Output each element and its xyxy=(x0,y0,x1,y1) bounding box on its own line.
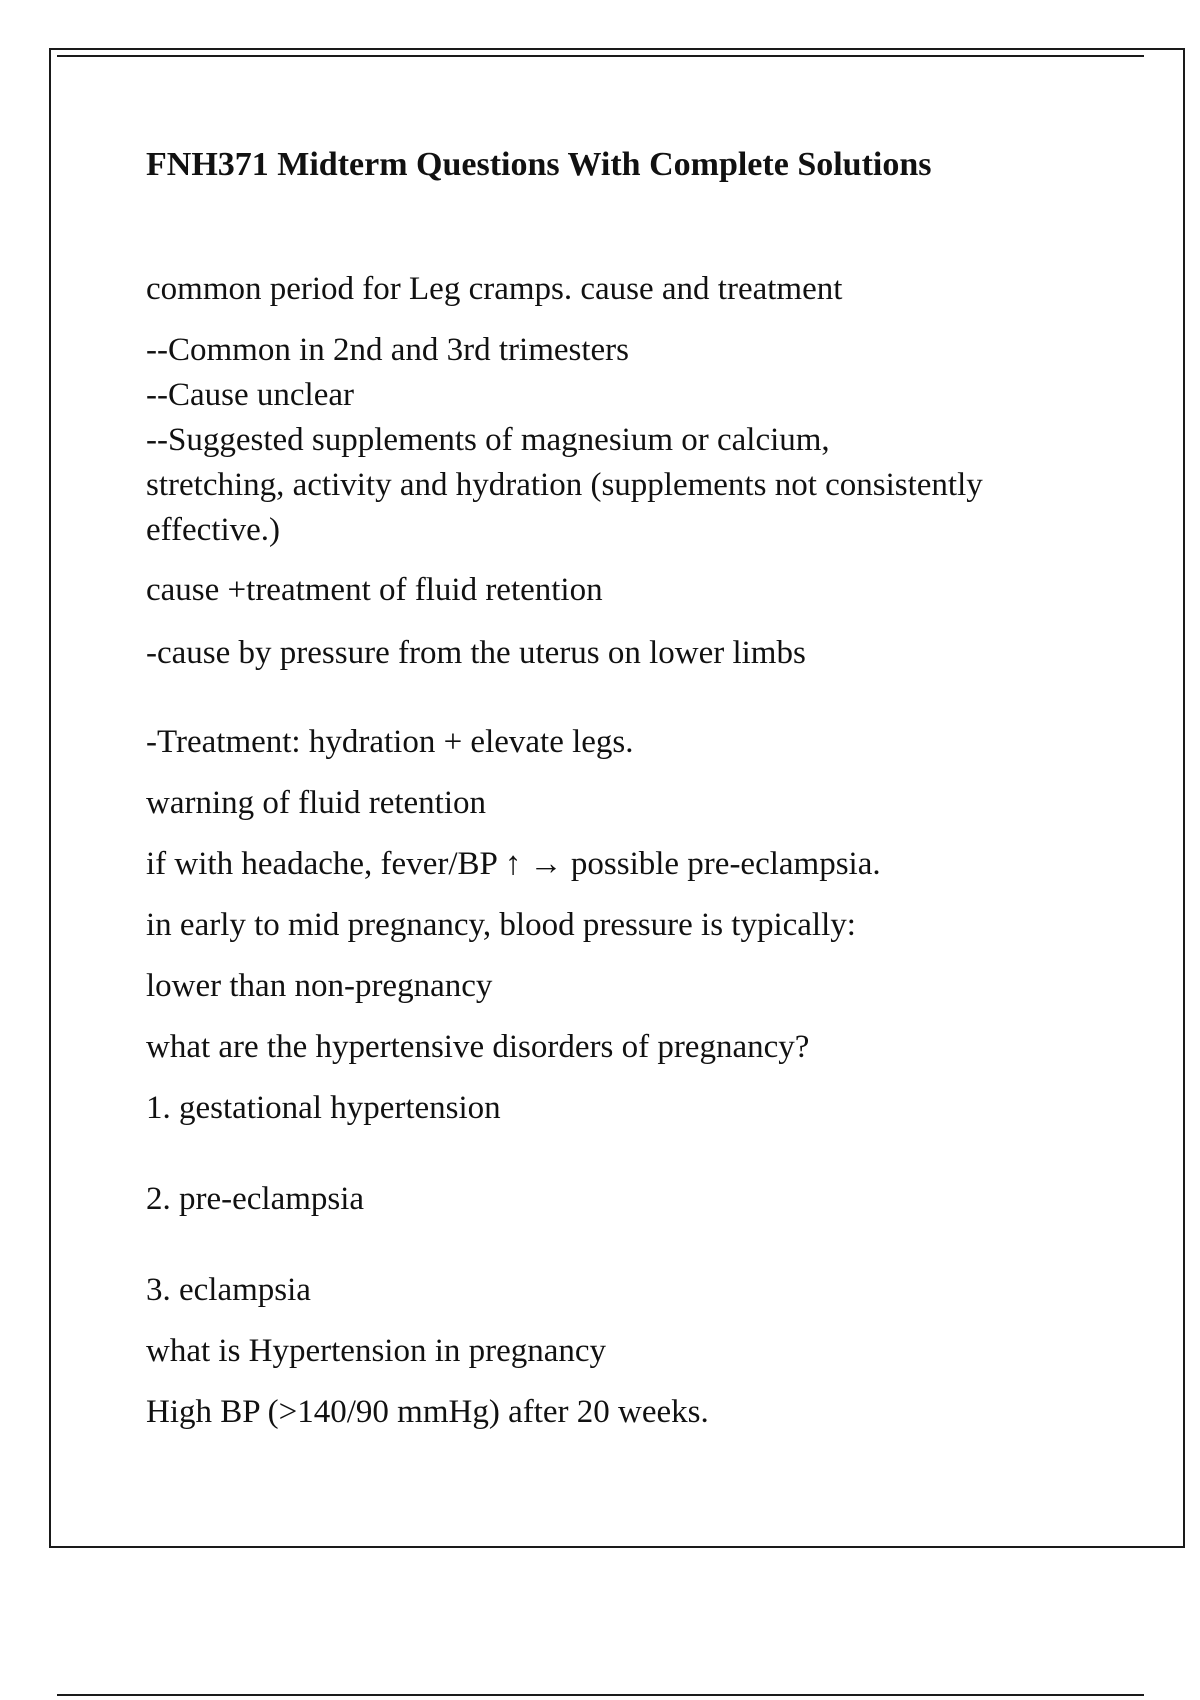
answer-disorder-1: 1. gestational hypertension xyxy=(146,1090,501,1126)
document-content xyxy=(146,140,1086,1435)
question-hypertension-definition: what is Hypertension in pregnancy xyxy=(146,1333,607,1369)
answer-disorder-3: 3. eclampsia xyxy=(146,1272,311,1308)
answer-blood-pressure: lower than non-pregnancy xyxy=(146,968,493,1004)
answer-fluid-retention-warning: if with headache, fever/BP ↑ → possible pre-eclampsia. xyxy=(146,846,881,882)
answer-leg-cramps: --Common in 2nd and 3rd trimesters --Cause unclear --Suggested supplements of magnesium or calcium, stretching, activity and hydration (supplements not consistently effective.) xyxy=(146,332,983,548)
question-fluid-retention-warning: warning of fluid retention xyxy=(146,785,486,821)
document-title: FNH371 Midterm Questions With Complete Solutions xyxy=(146,146,932,183)
answer-fluid-retention-treatment: -Treatment: hydration + elevate legs. xyxy=(146,724,634,760)
question-leg-cramps: common period for Leg cramps. cause and treatment xyxy=(146,271,843,307)
answer-fluid-retention-cause: -cause by pressure from the uterus on lower limbs xyxy=(146,635,806,671)
answer-hypertension-definition: High BP (>140/90 mmHg) after 20 weeks. xyxy=(146,1394,709,1430)
question-hypertensive-disorders: what are the hypertensive disorders of pregnancy? xyxy=(146,1029,810,1065)
question-blood-pressure: in early to mid pregnancy, blood pressure is typically: xyxy=(146,907,856,943)
bottom-rule xyxy=(57,1694,1144,1696)
question-fluid-retention: cause +treatment of fluid retention xyxy=(146,572,603,608)
answer-disorder-2: 2. pre-eclampsia xyxy=(146,1181,365,1217)
